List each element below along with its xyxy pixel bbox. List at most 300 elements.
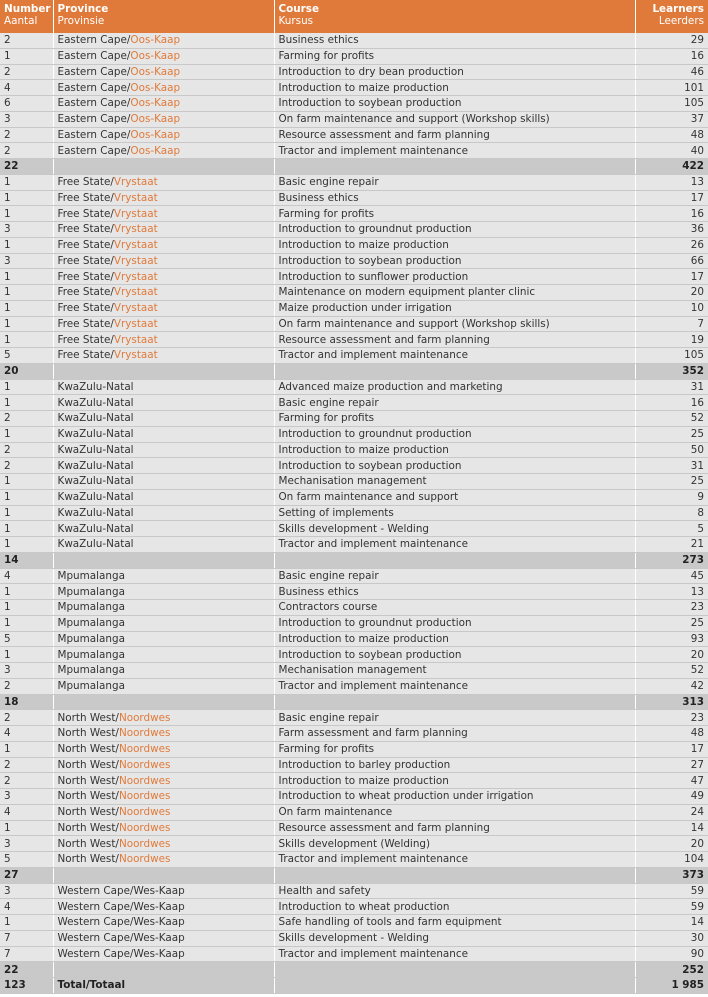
table-row <box>0 332 708 348</box>
province-en: Free State <box>57 176 111 189</box>
province-en: Mpumalanga <box>57 585 125 598</box>
province-separator: / <box>115 806 119 819</box>
province-cell <box>53 411 274 427</box>
course-cell: Introduction to maize production <box>274 631 635 647</box>
number-cell: 2 <box>0 143 53 159</box>
province-en: KwaZulu-Natal <box>57 491 134 504</box>
number-cell: 2 <box>0 458 53 474</box>
table-row <box>0 174 708 190</box>
province-en: North West <box>57 806 116 819</box>
table-header <box>0 0 708 33</box>
learners-cell: 37 <box>635 111 708 127</box>
number-cell: 5 <box>0 348 53 364</box>
province-en: Mpumalanga <box>57 569 125 582</box>
number-cell: 1 <box>0 600 53 616</box>
province-af: Oos-Kaap <box>130 65 181 78</box>
province-separator: / <box>130 947 134 960</box>
province-af: Wes-Kaap <box>133 947 185 960</box>
province-en: Eastern Cape <box>57 34 127 47</box>
province-en: KwaZulu-Natal <box>57 506 134 519</box>
table-row <box>0 726 708 742</box>
province-en: Western Cape <box>57 916 131 929</box>
number-cell: 3 <box>0 253 53 269</box>
province-en: North West <box>57 790 116 803</box>
table-row <box>0 678 708 694</box>
province-af: Oos-Kaap <box>130 50 181 63</box>
number-cell: 1 <box>0 190 53 206</box>
learners-cell: 29 <box>635 33 708 48</box>
learners-cell: 17 <box>635 741 708 757</box>
province-af: Vrystaat <box>113 239 158 252</box>
province-cell <box>53 316 274 332</box>
province-cell <box>53 442 274 458</box>
province-separator: / <box>110 349 114 362</box>
province-cell <box>53 820 274 836</box>
table-row <box>0 127 708 143</box>
total-learners: 1 985 <box>635 978 708 994</box>
learners-cell: 46 <box>635 64 708 80</box>
learners-cell: 52 <box>635 663 708 679</box>
table-row <box>0 474 708 490</box>
province-en: Free State <box>57 302 111 315</box>
course-cell: Skills development (Welding) <box>274 836 635 852</box>
province-cell <box>53 174 274 190</box>
table-row <box>0 930 708 946</box>
province-cell <box>53 222 274 238</box>
table-row <box>0 222 708 238</box>
learners-cell: 42 <box>635 678 708 694</box>
province-separator: / <box>126 144 131 157</box>
subtotal-province <box>53 552 274 568</box>
learners-cell: 9 <box>635 489 708 505</box>
number-cell: 1 <box>0 820 53 836</box>
table-row <box>0 379 708 395</box>
learners-cell: 105 <box>635 348 708 364</box>
learners-cell: 20 <box>635 647 708 663</box>
table-row <box>0 836 708 852</box>
province-cell <box>53 426 274 442</box>
province-cell <box>53 789 274 805</box>
province-separator: / <box>110 333 114 346</box>
subtotal-learners: 422 <box>635 159 708 175</box>
province-af: Vrystaat <box>113 286 158 299</box>
course-cell: Introduction to sunflower production <box>274 269 635 285</box>
subtotal-row <box>0 867 708 883</box>
number-cell: 1 <box>0 237 53 253</box>
course-cell: Contractors course <box>274 600 635 616</box>
number-cell: 2 <box>0 710 53 726</box>
learners-cell: 36 <box>635 222 708 238</box>
learners-cell: 105 <box>635 96 708 112</box>
province-en: Mpumalanga <box>57 632 125 645</box>
number-cell: 1 <box>0 48 53 64</box>
province-cell <box>53 600 274 616</box>
course-cell: Mechanisation management <box>274 474 635 490</box>
province-cell <box>53 710 274 726</box>
province-separator: / <box>115 774 119 787</box>
course-cell: Resource assessment and farm planning <box>274 820 635 836</box>
province-en: Mpumalanga <box>57 664 125 677</box>
number-cell: 1 <box>0 615 53 631</box>
province-cell <box>53 33 274 48</box>
subtotal-learners: 273 <box>635 552 708 568</box>
province-cell <box>53 584 274 600</box>
course-cell: Introduction to soybean production <box>274 96 635 112</box>
table-row <box>0 820 708 836</box>
province-cell <box>53 206 274 222</box>
province-af: Vrystaat <box>113 333 158 346</box>
province-en: Free State <box>57 223 111 236</box>
province-en: Eastern Cape <box>57 128 127 141</box>
header-course <box>274 0 635 33</box>
province-separator: / <box>110 317 114 330</box>
number-cell: 2 <box>0 442 53 458</box>
province-en: Free State <box>57 254 111 267</box>
table-row <box>0 741 708 757</box>
province-af: Noordwes <box>118 727 171 740</box>
table-row <box>0 804 708 820</box>
province-cell <box>53 80 274 96</box>
subtotal-course <box>274 552 635 568</box>
province-cell <box>53 395 274 411</box>
province-separator: / <box>130 884 134 897</box>
number-cell: 1 <box>0 332 53 348</box>
learners-cell: 26 <box>635 237 708 253</box>
course-cell: Introduction to maize production <box>274 80 635 96</box>
number-cell: 3 <box>0 789 53 805</box>
number-cell: 3 <box>0 222 53 238</box>
province-af: Noordwes <box>118 821 171 834</box>
learners-cell: 49 <box>635 789 708 805</box>
learners-cell: 16 <box>635 48 708 64</box>
province-en: Western Cape <box>57 932 131 945</box>
province-af: Vrystaat <box>113 254 158 267</box>
course-cell: Resource assessment and farm planning <box>274 332 635 348</box>
province-cell <box>53 741 274 757</box>
course-cell: Business ethics <box>274 190 635 206</box>
learners-cell: 19 <box>635 332 708 348</box>
learners-cell: 25 <box>635 426 708 442</box>
province-en: KwaZulu-Natal <box>57 538 134 551</box>
province-cell <box>53 537 274 553</box>
province-separator: / <box>126 113 131 126</box>
province-cell <box>53 127 274 143</box>
header-learners-af: Leerders <box>658 15 704 27</box>
course-cell: Introduction to wheat production under irrigation <box>274 789 635 805</box>
table-row <box>0 253 708 269</box>
number-cell: 1 <box>0 300 53 316</box>
province-en: KwaZulu-Natal <box>57 396 134 409</box>
table-row <box>0 442 708 458</box>
subtotal-province <box>53 962 274 978</box>
province-en: North West <box>57 837 116 850</box>
course-cell: Safe handling of tools and farm equipment <box>274 915 635 931</box>
subtotal-province <box>53 694 274 710</box>
province-af: Oos-Kaap <box>130 144 181 157</box>
province-cell <box>53 253 274 269</box>
number-cell: 1 <box>0 395 53 411</box>
course-cell: Resource assessment and farm planning <box>274 127 635 143</box>
province-af: Noordwes <box>118 711 171 724</box>
province-separator: / <box>115 790 119 803</box>
learners-cell: 48 <box>635 726 708 742</box>
learners-cell: 17 <box>635 190 708 206</box>
province-cell <box>53 946 274 962</box>
table-row <box>0 411 708 427</box>
table-row <box>0 96 708 112</box>
table-row <box>0 395 708 411</box>
learners-cell: 45 <box>635 568 708 584</box>
course-cell: Advanced maize production and marketing <box>274 379 635 395</box>
course-cell: Farming for profits <box>274 411 635 427</box>
province-cell <box>53 96 274 112</box>
subtotal-number: 27 <box>0 867 53 883</box>
province-af: Noordwes <box>118 743 171 756</box>
table-row <box>0 899 708 915</box>
learners-cell: 17 <box>635 269 708 285</box>
course-cell: Introduction to maize production <box>274 773 635 789</box>
province-separator: / <box>110 176 114 189</box>
subtotal-learners: 252 <box>635 962 708 978</box>
number-cell: 1 <box>0 316 53 332</box>
table-row <box>0 584 708 600</box>
number-cell: 4 <box>0 80 53 96</box>
course-cell: Tractor and implement maintenance <box>274 852 635 868</box>
table-row <box>0 600 708 616</box>
subtotal-province <box>53 363 274 379</box>
province-separator: / <box>110 302 114 315</box>
learners-cell: 23 <box>635 710 708 726</box>
table-row <box>0 773 708 789</box>
course-cell: Introduction to maize production <box>274 237 635 253</box>
province-af: Vrystaat <box>113 302 158 315</box>
learners-cell: 16 <box>635 206 708 222</box>
province-af: Noordwes <box>118 837 171 850</box>
number-cell: 1 <box>0 285 53 301</box>
total-number: 123 <box>0 978 53 994</box>
subtotal-course <box>274 694 635 710</box>
number-cell: 4 <box>0 899 53 915</box>
province-cell <box>53 64 274 80</box>
total-row <box>0 978 708 994</box>
province-cell <box>53 726 274 742</box>
province-cell <box>53 899 274 915</box>
province-af: Noordwes <box>118 774 171 787</box>
number-cell: 4 <box>0 568 53 584</box>
subtotal-row <box>0 159 708 175</box>
table-row <box>0 285 708 301</box>
table-row <box>0 883 708 899</box>
subtotal-number: 14 <box>0 552 53 568</box>
number-cell: 1 <box>0 489 53 505</box>
course-cell: Introduction to barley production <box>274 757 635 773</box>
province-af: Wes-Kaap <box>133 900 185 913</box>
province-cell <box>53 521 274 537</box>
province-en: Free State <box>57 191 111 204</box>
table-row <box>0 190 708 206</box>
course-cell: Health and safety <box>274 883 635 899</box>
province-en: Mpumalanga <box>57 601 125 614</box>
province-af: Vrystaat <box>113 176 158 189</box>
subtotal-row <box>0 694 708 710</box>
number-cell: 1 <box>0 915 53 931</box>
province-separator: / <box>115 853 119 866</box>
learners-cell: 27 <box>635 757 708 773</box>
learners-cell: 90 <box>635 946 708 962</box>
course-cell: Introduction to soybean production <box>274 253 635 269</box>
course-cell: Basic engine repair <box>274 395 635 411</box>
province-cell <box>53 237 274 253</box>
subtotal-course <box>274 867 635 883</box>
province-en: Mpumalanga <box>57 648 125 661</box>
province-af: Vrystaat <box>113 270 158 283</box>
number-cell: 1 <box>0 174 53 190</box>
course-cell: Farming for profits <box>274 206 635 222</box>
province-en: Free State <box>57 239 111 252</box>
number-cell: 2 <box>0 127 53 143</box>
learners-cell: 47 <box>635 773 708 789</box>
province-cell <box>53 379 274 395</box>
total-course <box>274 978 635 994</box>
province-cell <box>53 348 274 364</box>
province-af: Noordwes <box>118 758 171 771</box>
province-separator: / <box>126 65 131 78</box>
province-en: Eastern Cape <box>57 50 127 63</box>
course-cell: Mechanisation management <box>274 663 635 679</box>
subtotal-row <box>0 552 708 568</box>
province-en: Western Cape <box>57 947 131 960</box>
table-row <box>0 789 708 805</box>
province-cell <box>53 930 274 946</box>
course-cell: On farm maintenance and support (Workshop skills) <box>274 316 635 332</box>
province-af: Noordwes <box>118 790 171 803</box>
table-row <box>0 663 708 679</box>
learners-cell: 21 <box>635 537 708 553</box>
province-en: KwaZulu-Natal <box>57 443 134 456</box>
province-en: North West <box>57 727 116 740</box>
province-en: Western Cape <box>57 900 131 913</box>
province-separator: / <box>115 711 119 724</box>
number-cell: 1 <box>0 426 53 442</box>
province-cell <box>53 615 274 631</box>
number-cell: 1 <box>0 741 53 757</box>
course-cell: Tractor and implement maintenance <box>274 678 635 694</box>
learners-cell: 25 <box>635 615 708 631</box>
province-en: Eastern Cape <box>57 113 127 126</box>
table-row <box>0 458 708 474</box>
subtotal-row <box>0 363 708 379</box>
course-cell: Basic engine repair <box>274 174 635 190</box>
province-cell <box>53 143 274 159</box>
number-cell: 4 <box>0 726 53 742</box>
course-cell: Farming for profits <box>274 741 635 757</box>
table-row <box>0 348 708 364</box>
learners-cell: 104 <box>635 852 708 868</box>
province-cell <box>53 836 274 852</box>
number-cell: 1 <box>0 584 53 600</box>
course-cell: Introduction to maize production <box>274 442 635 458</box>
province-cell <box>53 804 274 820</box>
number-cell: 7 <box>0 946 53 962</box>
province-en: KwaZulu-Natal <box>57 459 134 472</box>
header-course-en: Course <box>278 3 320 15</box>
province-af: Oos-Kaap <box>130 81 181 94</box>
province-en: North West <box>57 853 116 866</box>
number-cell: 3 <box>0 663 53 679</box>
course-cell: Business ethics <box>274 33 635 48</box>
course-cell: Tractor and implement maintenance <box>274 537 635 553</box>
number-cell: 1 <box>0 537 53 553</box>
province-en: KwaZulu-Natal <box>57 428 134 441</box>
province-af: Noordwes <box>118 853 171 866</box>
learners-cell: 13 <box>635 584 708 600</box>
course-cell: Introduction to groundnut production <box>274 615 635 631</box>
learners-cell: 23 <box>635 600 708 616</box>
learners-cell: 40 <box>635 143 708 159</box>
province-separator: / <box>110 223 114 236</box>
course-cell: On farm maintenance <box>274 804 635 820</box>
province-en: Free State <box>57 286 111 299</box>
learners-cell: 31 <box>635 379 708 395</box>
province-af: Vrystaat <box>113 223 158 236</box>
number-cell: 2 <box>0 411 53 427</box>
province-cell <box>53 474 274 490</box>
learners-cell: 25 <box>635 474 708 490</box>
table-row <box>0 143 708 159</box>
table-row <box>0 647 708 663</box>
number-cell: 6 <box>0 96 53 112</box>
course-cell: On farm maintenance and support (Workshop skills) <box>274 111 635 127</box>
province-cell <box>53 852 274 868</box>
header-province <box>53 0 274 33</box>
number-cell: 5 <box>0 631 53 647</box>
province-separator: / <box>130 932 134 945</box>
course-cell: Setting of implements <box>274 505 635 521</box>
province-separator: / <box>115 821 119 834</box>
learners-cell: 66 <box>635 253 708 269</box>
province-en: North West <box>57 758 116 771</box>
learners-cell: 31 <box>635 458 708 474</box>
table-row <box>0 237 708 253</box>
subtotal-learners: 352 <box>635 363 708 379</box>
province-en: North West <box>57 743 116 756</box>
province-cell <box>53 647 274 663</box>
number-cell: 7 <box>0 930 53 946</box>
province-separator: / <box>126 50 131 63</box>
header-province-af: Provinsie <box>57 15 105 27</box>
course-cell: On farm maintenance and support <box>274 489 635 505</box>
learners-cell: 93 <box>635 631 708 647</box>
province-cell <box>53 332 274 348</box>
learners-cell: 48 <box>635 127 708 143</box>
province-cell <box>53 300 274 316</box>
province-en: Eastern Cape <box>57 144 127 157</box>
province-en: Mpumalanga <box>57 680 125 693</box>
number-cell: 1 <box>0 206 53 222</box>
province-af: Vrystaat <box>113 317 158 330</box>
header-province-en: Province <box>57 3 109 15</box>
province-cell <box>53 663 274 679</box>
province-cell <box>53 757 274 773</box>
learners-cell: 101 <box>635 80 708 96</box>
province-separator: / <box>110 270 114 283</box>
number-cell: 1 <box>0 647 53 663</box>
course-cell: Introduction to groundnut production <box>274 222 635 238</box>
number-cell: 2 <box>0 64 53 80</box>
province-separator: / <box>115 837 119 850</box>
number-cell: 2 <box>0 678 53 694</box>
learners-cell: 7 <box>635 316 708 332</box>
